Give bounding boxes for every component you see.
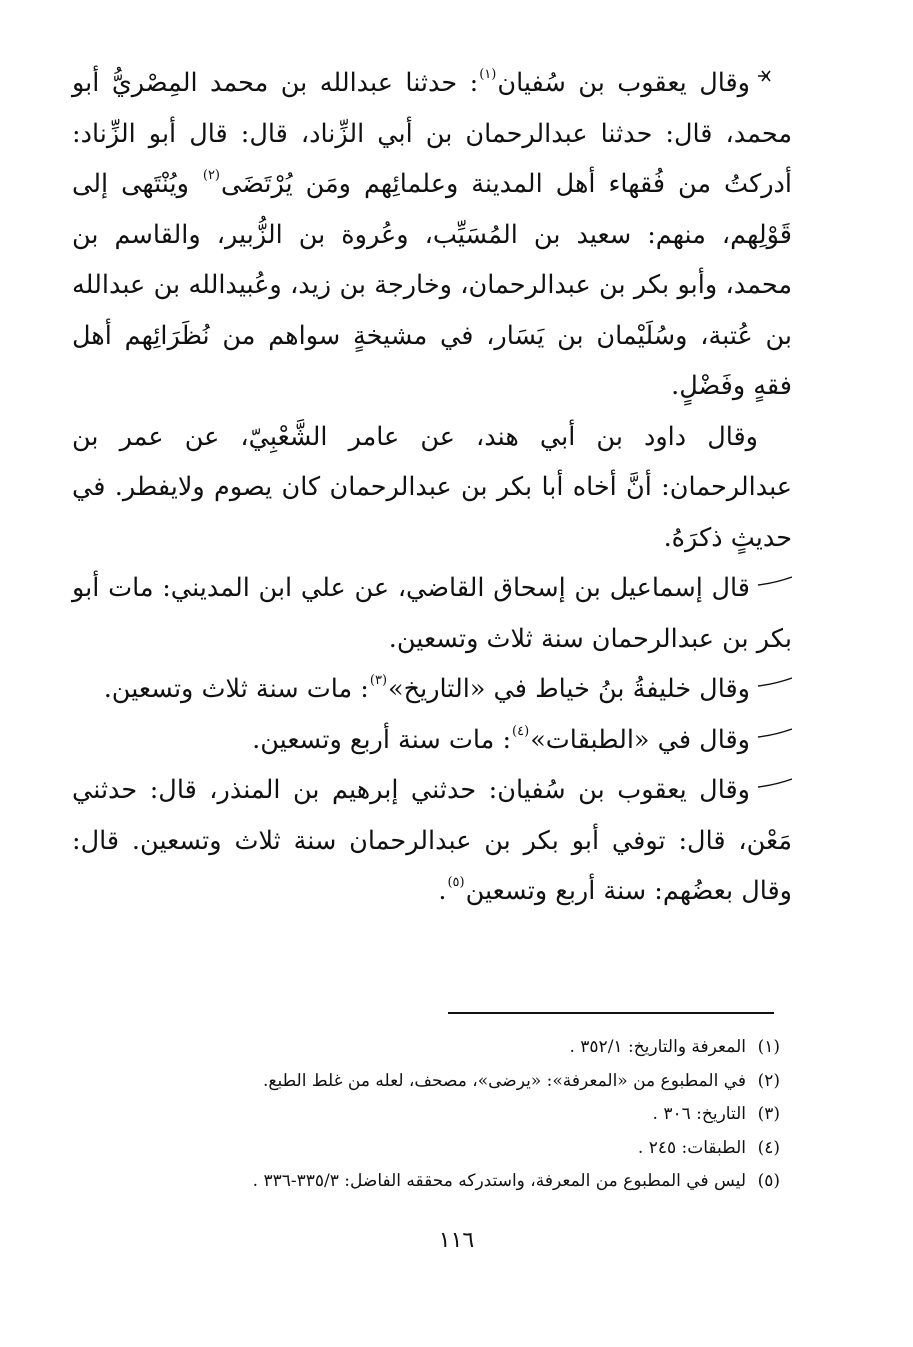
- main-text: [72, 58, 792, 917]
- dash-mark-icon: [758, 575, 792, 587]
- paragraph-text: وقال في «الطبقات»: [530, 724, 750, 755]
- footnote-ref[interactable]: (٥): [447, 875, 465, 890]
- footnote-divider: [448, 1012, 774, 1014]
- paragraph: [72, 765, 792, 917]
- paragraph-text: : مات سنة ثلاث وتسعين.: [103, 674, 369, 704]
- paragraph-text: وقال داود بن أبي هند، عن عامر الشَّعْبِيّ، عن عمر بن عبدالرحمان: أنَّ أخاه أبا بكر بن عبدالرحمان كان يصوم ولايفطر. في حديثٍ ذكرَهُ.: [72, 421, 792, 553]
- footnote-number: (٤): [757, 1137, 780, 1158]
- footnote-ref[interactable]: (٤): [512, 723, 530, 739]
- footnote-ref[interactable]: (١): [479, 67, 497, 82]
- footnote-ref[interactable]: (٢): [202, 168, 220, 183]
- paragraph-text: وقال يعقوب بن سُفيان: حدثني إبرهيم بن المنذر، قال: حدثني مَعْن، قال: توفي أبو بكر بن عبدالرحمان سنة ثلاث وتسعين. قال: وقال بعضُهم: سنة أربع وتسعين: [72, 775, 792, 906]
- footnote-number: (٢): [757, 1070, 780, 1091]
- paragraph: [72, 563, 792, 664]
- paragraph-text: وقال يعقوب بن سُفيان: [497, 68, 750, 98]
- footnote: [140, 1098, 780, 1132]
- footnote-number: (٥): [757, 1171, 780, 1191]
- cross-mark-icon: [758, 70, 792, 82]
- paragraph-text: ويُنْتَهى إلى قَوْلِهم، منهم: سعيد بن المُسَيِّب، وعُروة بن الزُّبير، والقاسم بن محمد، وأبو بكر بن عبدالرحمان، وخارجة بن زيد، وعُبيدالله بن عبدالله بن عُتبة، وسُلَيْمان بن يَسَار، في مشيخةٍ سواهم من نُظَرَائِهم أهل فقهٍ وفَضْلٍ.: [72, 169, 792, 401]
- footnote: [140, 1031, 780, 1065]
- footnote-number: (١): [757, 1037, 780, 1057]
- footnote-text: في المطبوع من «المعرفة»: «يرضى»، مصحف، لعله من غلط الطبع.: [263, 1070, 746, 1091]
- footnote: [140, 1165, 780, 1199]
- dash-mark-icon: [758, 727, 792, 739]
- footnote: [140, 1065, 780, 1099]
- footnote-text: المعرفة والتاريخ: ٣٥٢/١ .: [569, 1037, 746, 1057]
- paragraph-text: وقال خليفةُ بنُ خياط في «التاريخ»: [388, 674, 750, 704]
- footnote-text: التاريخ: ٣٠٦ .: [652, 1104, 746, 1124]
- paragraph-text: : حدثنا عبدالله بن محمد المِصْريُّ أبو محمد، قال: حدثنا عبدالرحمان بن أبي الزِّناد، قال: قال أبو الزِّناد: أدركتُ من فُقهاء أهل المدينة وعلمائِهم ومَن يُرْتَضَى: [72, 68, 792, 199]
- paragraph-text: قال إسماعيل بن إسحاق القاضي، عن علي ابن المديني: مات أبو بكر بن عبدالرحمان سنة ثلاث وتسعين.: [72, 573, 792, 654]
- footnotes: [140, 1031, 780, 1199]
- footnote-text: الطبقات: ٢٤٥ .: [637, 1137, 746, 1158]
- footnote-ref[interactable]: (٣): [369, 673, 388, 688]
- dash-mark-icon: [758, 777, 792, 789]
- paragraph: [72, 664, 792, 715]
- footnote-text: ليس في المطبوع من المعرفة، واستدركه محققه الفاضل: ٣٣٥/٣-٣٣٦ .: [252, 1171, 746, 1191]
- paragraph-text: : مات سنة أربع وتسعين.: [252, 724, 512, 755]
- page-number: ١١٦: [438, 1228, 475, 1253]
- paragraph-text: .: [438, 876, 447, 906]
- paragraph: [72, 58, 792, 412]
- footnote-number: (٣): [757, 1104, 780, 1124]
- paragraph: [72, 412, 792, 564]
- footnote: [140, 1132, 780, 1166]
- dash-mark-icon: [758, 676, 792, 688]
- paragraph: [72, 715, 792, 766]
